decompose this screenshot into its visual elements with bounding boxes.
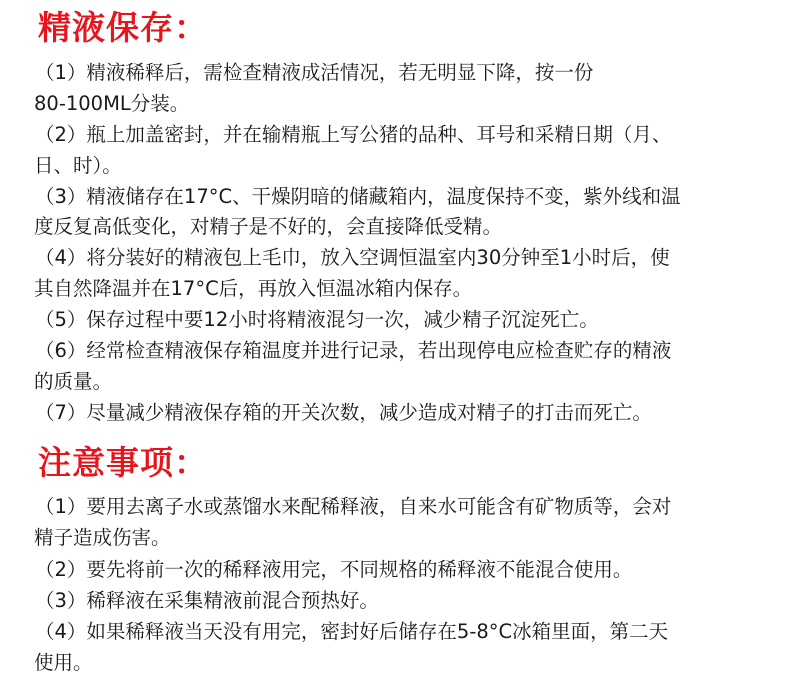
storage-line-10: （6）经常检查精液保存箱温度并进行记录，若出现停电应检查贮存的精液 [35,339,672,362]
storage-line-7: （4）将分装好的精液包上毛巾，放入空调恒温室内30分钟至1小时后，使 [35,246,670,269]
notes-section-title: 注意事项： [38,443,208,482]
notes-line-5: （4）如果稀释液当天没有用完，密封好后储存在5-8°C冰箱里面，第二天 [35,620,669,643]
notes-line-3: （2）要先将前一次的稀释液用完，不同规格的稀释液不能混合使用。 [35,558,633,581]
notes-line-1: （1）要用去离子水或蒸馏水来配稀释液，自来水可能含有矿物质等，会对 [35,495,672,518]
storage-line-6: 度反复高低变化，对精子是不好的，会直接降低受精。 [34,215,503,238]
storage-line-4: 日、时）。 [34,154,122,177]
storage-line-12: （7）尽量减少精液保存箱的开关次数，减少造成对精子的打击而死亡。 [35,401,652,424]
notes-line-2: 精子造成伤害。 [34,526,171,549]
storage-line-1: （1）精液稀释后，需检查精液成活情况，若无明显下降，按一份 [35,61,594,84]
storage-line-2: 80-100ML分装。 [34,92,190,115]
storage-line-8: 其自然降温并在17°C后，再放入恒温冰箱内保存。 [34,277,473,300]
storage-line-11: 的质量。 [34,370,113,393]
storage-section-title: 精液保存： [38,8,208,47]
storage-line-9: （5）保存过程中要12小时将精液混匀一次，减少精子沉淀死亡。 [35,308,599,331]
notes-line-6: 使用。 [34,651,93,674]
storage-line-3: （2）瓶上加盖密封，并在输精瓶上写公猪的品种、耳号和采精日期（月、 [35,123,672,146]
storage-line-5: （3）精液储存在17°C、干燥阴暗的储藏箱内，温度保持不变，紫外线和温 [35,185,681,208]
notes-line-4: （3）稀释液在采集精液前混合预热好。 [35,589,379,612]
